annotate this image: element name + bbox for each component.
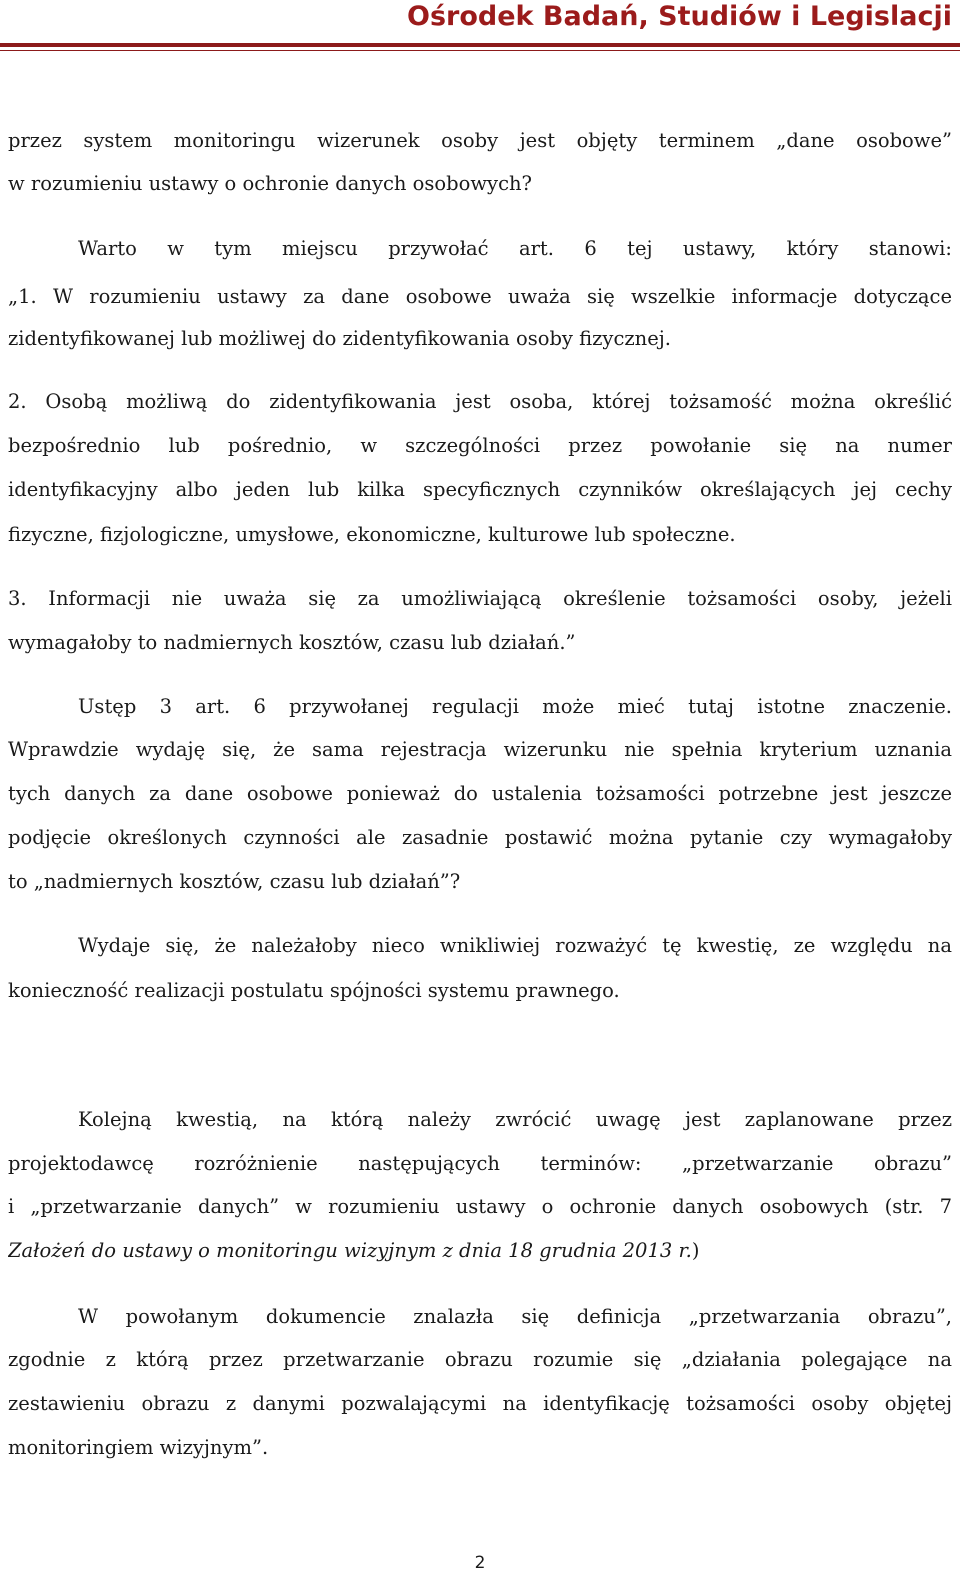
text-line: 3. Informacji nie uważa się za umożliwiającą określenie tożsamości osoby, jeżeli	[8, 587, 952, 610]
text-line-reference	[8, 1231, 952, 1271]
text-line: zgodnie z którą przez przetwarzanie obrazu rozumie się „działania polegające na	[8, 1348, 952, 1371]
text-line: Wprawdzie wydaję się, że sama rejestracja wizerunku nie spełnia kryterium uznania	[8, 738, 952, 761]
page-number: 2	[474, 1553, 486, 1573]
reference-title-italic: Założeń do ustawy o monitoringu wizyjnym z dnia 18 grudnia 2013 r.	[8, 1239, 692, 1262]
text-line: przez system monitoringu wizerunek osoby jest objęty terminem „dane osobowe”	[8, 129, 952, 152]
text-line: projektodawcę rozróżnienie następujących terminów: „przetwarzanie obrazu”	[8, 1152, 952, 1175]
reference-close-paren: )	[691, 1239, 700, 1262]
page-header-title: Ośrodek Badań, Studiów i Legislacji	[407, 1, 952, 32]
header-rule-thin	[0, 50, 960, 51]
text-line: konieczność realizacji postulatu spójności systemu prawnego.	[8, 979, 620, 1002]
text-line: Wydaje się, że należałoby nieco wnikliwiej rozważyć tę kwestię, ze względu na	[78, 934, 952, 957]
text-line: to „nadmiernych kosztów, czasu lub działań”?	[8, 870, 461, 893]
header-rule-thick	[0, 43, 960, 47]
text-line: i „przetwarzanie danych” w rozumieniu ustawy o ochronie danych osobowych (str. 7	[8, 1195, 952, 1218]
text-line: identyfikacyjny albo jeden lub kilka specyficznych czynników określających jej cechy	[8, 478, 952, 501]
text-line: zestawieniu obrazu z danymi pozwalającymi na identyfikację tożsamości osoby objętej	[8, 1392, 952, 1415]
text-line: 2. Osobą możliwą do zidentyfikowania jest osoba, której tożsamość można określić	[8, 390, 952, 413]
text-line: tych danych za dane osobowe ponieważ do ustalenia tożsamości potrzebne jest jeszcze	[8, 782, 952, 805]
text-line: podjęcie określonych czynności ale zasadnie postawić można pytanie czy wymagałoby	[8, 826, 952, 849]
text-line: Warto w tym miejscu przywołać art. 6 tej ustawy, który stanowi:	[78, 237, 952, 260]
text-line: w rozumieniu ustawy o ochronie danych osobowych?	[8, 172, 533, 195]
text-line: Ustęp 3 art. 6 przywołanej regulacji może mieć tutaj istotne znaczenie.	[78, 695, 952, 718]
text-line: bezpośrednio lub pośrednio, w szczególności przez powołanie się na numer	[8, 434, 952, 457]
text-line: fizyczne, fizjologiczne, umysłowe, ekonomiczne, kulturowe lub społeczne.	[8, 523, 736, 546]
text-line: monitoringiem wizyjnym”.	[8, 1436, 269, 1459]
text-line: wymagałoby to nadmiernych kosztów, czasu lub działań.”	[8, 631, 576, 654]
text-line: „1. W rozumieniu ustawy za dane osobowe uważa się wszelkie informacje dotyczące	[8, 285, 952, 308]
text-line: zidentyfikowanej lub możliwej do zidentyfikowania osoby fizycznej.	[8, 327, 671, 350]
text-line: W powołanym dokumencie znalazła się definicja „przetwarzania obrazu”,	[78, 1305, 952, 1328]
text-line: Kolejną kwestią, na którą należy zwrócić uwagę jest zaplanowane przez	[78, 1108, 952, 1131]
